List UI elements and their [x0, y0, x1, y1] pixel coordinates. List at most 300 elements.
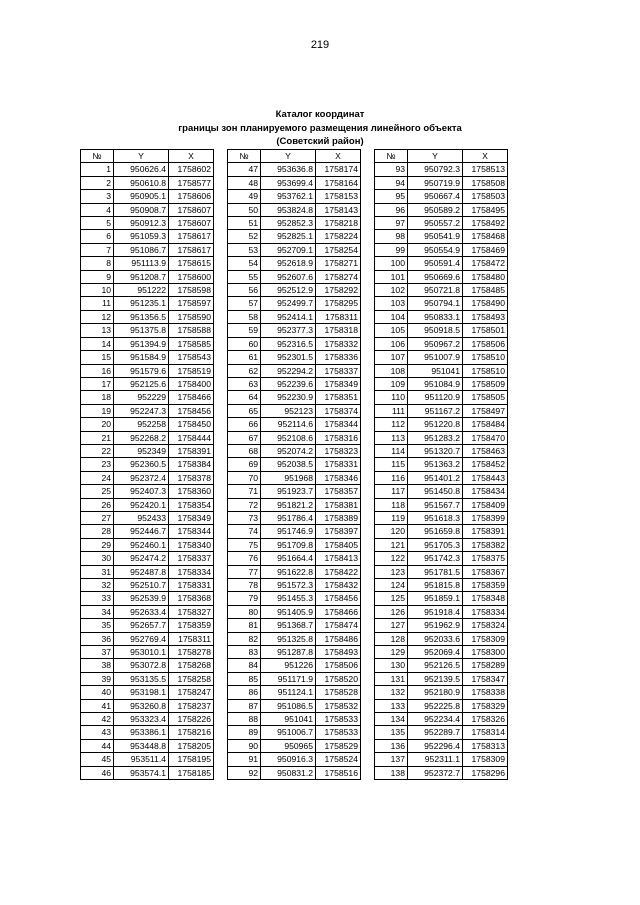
x-coordinate-cell: 1758323	[316, 444, 361, 457]
y-coordinate-cell: 952074.2	[261, 444, 316, 457]
table-row	[228, 766, 361, 779]
point-number-cell: 133	[375, 699, 408, 712]
table-row	[375, 672, 508, 685]
table-row	[228, 163, 361, 176]
table-row	[375, 619, 508, 632]
y-coordinate-cell: 951918.4	[408, 605, 463, 618]
y-coordinate-cell: 951375.8	[114, 324, 169, 337]
x-coordinate-cell: 1758520	[316, 672, 361, 685]
y-coordinate-cell: 952289.7	[408, 726, 463, 739]
y-coordinate-cell: 953636.8	[261, 163, 316, 176]
y-coordinate-cell: 950794.1	[408, 297, 463, 310]
y-coordinate-cell: 952180.9	[408, 686, 463, 699]
x-coordinate-cell: 1758331	[169, 579, 214, 592]
y-coordinate-cell: 953386.1	[114, 726, 169, 739]
y-coordinate-cell: 951821.2	[261, 498, 316, 511]
table-row	[228, 351, 361, 364]
y-coordinate-cell: 951283.2	[408, 431, 463, 444]
x-coordinate-cell: 1758506	[463, 337, 508, 350]
table-row	[228, 632, 361, 645]
y-coordinate-cell: 951086.5	[261, 699, 316, 712]
point-number-cell: 46	[81, 766, 114, 779]
y-coordinate-cell: 951007.9	[408, 351, 463, 364]
x-coordinate-cell: 1758185	[169, 766, 214, 779]
header-number: №	[375, 150, 408, 163]
x-coordinate-cell: 1758466	[169, 391, 214, 404]
x-coordinate-cell: 1758309	[463, 632, 508, 645]
y-coordinate-cell: 952316.5	[261, 337, 316, 350]
y-coordinate-cell: 951124.1	[261, 686, 316, 699]
point-number-cell: 41	[81, 699, 114, 712]
table-row	[81, 190, 214, 203]
table-row	[81, 270, 214, 283]
table-row	[228, 699, 361, 712]
point-number-cell: 9	[81, 270, 114, 283]
y-coordinate-cell: 951968	[261, 471, 316, 484]
table-row	[375, 659, 508, 672]
x-coordinate-cell: 1758311	[316, 310, 361, 323]
y-coordinate-cell: 951113.9	[114, 257, 169, 270]
x-coordinate-cell: 1758452	[463, 458, 508, 471]
y-coordinate-cell: 953574.1	[114, 766, 169, 779]
point-number-cell: 6	[81, 230, 114, 243]
x-coordinate-cell: 1758470	[463, 431, 508, 444]
header-number: №	[228, 150, 261, 163]
x-coordinate-cell: 1758237	[169, 699, 214, 712]
point-number-cell: 72	[228, 498, 261, 511]
point-number-cell: 85	[228, 672, 261, 685]
x-coordinate-cell: 1758485	[463, 284, 508, 297]
y-coordinate-cell: 952414.1	[261, 310, 316, 323]
point-number-cell: 49	[228, 190, 261, 203]
x-coordinate-cell: 1758224	[316, 230, 361, 243]
point-number-cell: 138	[375, 766, 408, 779]
table-row	[375, 471, 508, 484]
point-number-cell: 128	[375, 632, 408, 645]
x-coordinate-cell: 1758510	[463, 351, 508, 364]
point-number-cell: 4	[81, 203, 114, 216]
y-coordinate-cell: 953323.4	[114, 713, 169, 726]
point-number-cell: 63	[228, 377, 261, 390]
x-coordinate-cell: 1758389	[316, 511, 361, 524]
point-number-cell: 78	[228, 579, 261, 592]
table-row	[81, 444, 214, 457]
y-coordinate-cell: 951455.3	[261, 592, 316, 605]
table-row	[228, 190, 361, 203]
table-row	[228, 243, 361, 256]
y-coordinate-cell: 952038.5	[261, 458, 316, 471]
table-row	[228, 230, 361, 243]
x-coordinate-cell: 1758468	[463, 230, 508, 243]
x-coordinate-cell: 1758340	[169, 538, 214, 551]
table-row	[81, 458, 214, 471]
point-number-cell: 81	[228, 619, 261, 632]
x-coordinate-cell: 1758509	[463, 377, 508, 390]
x-coordinate-cell: 1758513	[463, 163, 508, 176]
x-coordinate-cell: 1758354	[169, 498, 214, 511]
y-coordinate-cell: 951786.4	[261, 511, 316, 524]
table-row	[375, 391, 508, 404]
x-coordinate-cell: 1758456	[169, 404, 214, 417]
x-coordinate-cell: 1758218	[316, 217, 361, 230]
table-row	[81, 230, 214, 243]
y-coordinate-cell: 952852.3	[261, 217, 316, 230]
point-number-cell: 20	[81, 418, 114, 431]
y-coordinate-cell: 952499.7	[261, 297, 316, 310]
point-number-cell: 34	[81, 605, 114, 618]
table-row	[375, 485, 508, 498]
y-coordinate-cell: 951618.3	[408, 511, 463, 524]
y-coordinate-cell: 952539.9	[114, 592, 169, 605]
x-coordinate-cell: 1758311	[169, 632, 214, 645]
point-number-cell: 54	[228, 257, 261, 270]
y-coordinate-cell: 952268.2	[114, 431, 169, 444]
x-coordinate-cell: 1758346	[316, 471, 361, 484]
x-coordinate-cell: 1758174	[316, 163, 361, 176]
table-row	[81, 203, 214, 216]
coordinate-table-1	[80, 149, 214, 780]
x-coordinate-cell: 1758598	[169, 284, 214, 297]
table-row	[228, 565, 361, 578]
x-coordinate-cell: 1758444	[169, 431, 214, 444]
x-coordinate-cell: 1758271	[316, 257, 361, 270]
y-coordinate-cell: 952234.4	[408, 713, 463, 726]
table-row	[81, 632, 214, 645]
table-row	[375, 310, 508, 323]
y-coordinate-cell: 952239.6	[261, 377, 316, 390]
table-row	[81, 766, 214, 779]
coordinate-table-3	[374, 149, 508, 780]
x-coordinate-cell: 1758367	[463, 565, 508, 578]
point-number-cell: 131	[375, 672, 408, 685]
y-coordinate-cell: 950918.5	[408, 324, 463, 337]
point-number-cell: 22	[81, 444, 114, 457]
y-coordinate-cell: 952125.6	[114, 377, 169, 390]
y-coordinate-cell: 950541.9	[408, 230, 463, 243]
table-row	[81, 753, 214, 766]
point-number-cell: 16	[81, 364, 114, 377]
x-coordinate-cell: 1758357	[316, 485, 361, 498]
point-number-cell: 79	[228, 592, 261, 605]
y-coordinate-cell: 950908.7	[114, 203, 169, 216]
y-coordinate-cell: 952769.4	[114, 632, 169, 645]
x-coordinate-cell: 1758466	[316, 605, 361, 618]
point-number-cell: 45	[81, 753, 114, 766]
table-row	[228, 471, 361, 484]
table-row	[375, 511, 508, 524]
x-coordinate-cell: 1758278	[169, 646, 214, 659]
point-number-cell: 40	[81, 686, 114, 699]
table-row	[228, 498, 361, 511]
y-coordinate-cell: 953260.8	[114, 699, 169, 712]
table-header-row	[81, 150, 214, 163]
table-row	[228, 391, 361, 404]
table-row	[375, 377, 508, 390]
point-number-cell: 96	[375, 203, 408, 216]
y-coordinate-cell: 952229	[114, 391, 169, 404]
table-row	[228, 203, 361, 216]
header-y: Y	[261, 150, 316, 163]
x-coordinate-cell: 1758360	[169, 485, 214, 498]
point-number-cell: 137	[375, 753, 408, 766]
point-number-cell: 97	[375, 217, 408, 230]
table-row	[81, 364, 214, 377]
title-line-2: границы зон планируемого размещения линейного объекта	[178, 122, 462, 134]
point-number-cell: 124	[375, 579, 408, 592]
point-number-cell: 18	[81, 391, 114, 404]
table-row	[81, 217, 214, 230]
y-coordinate-cell: 952301.5	[261, 351, 316, 364]
y-coordinate-cell: 950792.3	[408, 163, 463, 176]
x-coordinate-cell: 1758332	[316, 337, 361, 350]
y-coordinate-cell: 950965	[261, 739, 316, 752]
table-row	[81, 163, 214, 176]
point-number-cell: 17	[81, 377, 114, 390]
table-row	[81, 418, 214, 431]
table-row	[228, 672, 361, 685]
point-number-cell: 87	[228, 699, 261, 712]
x-coordinate-cell: 1758506	[316, 659, 361, 672]
x-coordinate-cell: 1758577	[169, 176, 214, 189]
header-y: Y	[408, 150, 463, 163]
header-x: X	[316, 150, 361, 163]
table-row	[228, 713, 361, 726]
x-coordinate-cell: 1758456	[316, 592, 361, 605]
y-coordinate-cell: 951622.8	[261, 565, 316, 578]
point-number-cell: 28	[81, 525, 114, 538]
point-number-cell: 69	[228, 458, 261, 471]
point-number-cell: 76	[228, 552, 261, 565]
point-number-cell: 27	[81, 511, 114, 524]
table-row	[375, 163, 508, 176]
point-number-cell: 104	[375, 310, 408, 323]
table-row	[81, 605, 214, 618]
x-coordinate-cell: 1758397	[316, 525, 361, 538]
coordinate-table-2	[227, 149, 361, 780]
y-coordinate-cell: 952294.2	[261, 364, 316, 377]
y-coordinate-cell: 950905.1	[114, 190, 169, 203]
x-coordinate-cell: 1758450	[169, 418, 214, 431]
table-row	[375, 699, 508, 712]
title-line-1: Каталог координат	[275, 109, 365, 120]
point-number-cell: 116	[375, 471, 408, 484]
point-number-cell: 50	[228, 203, 261, 216]
table-row	[375, 230, 508, 243]
x-coordinate-cell: 1758205	[169, 739, 214, 752]
point-number-cell: 106	[375, 337, 408, 350]
y-coordinate-cell: 951567.7	[408, 498, 463, 511]
x-coordinate-cell: 1758254	[316, 243, 361, 256]
x-coordinate-cell: 1758503	[463, 190, 508, 203]
table-row	[228, 444, 361, 457]
y-coordinate-cell: 952487.8	[114, 565, 169, 578]
x-coordinate-cell: 1758349	[169, 511, 214, 524]
table-row	[375, 203, 508, 216]
table-row	[81, 646, 214, 659]
x-coordinate-cell: 1758469	[463, 243, 508, 256]
point-number-cell: 120	[375, 525, 408, 538]
x-coordinate-cell: 1758474	[316, 619, 361, 632]
table-row	[81, 485, 214, 498]
y-coordinate-cell: 952709.1	[261, 243, 316, 256]
y-coordinate-cell: 950557.2	[408, 217, 463, 230]
x-coordinate-cell: 1758337	[169, 552, 214, 565]
x-coordinate-cell: 1758497	[463, 404, 508, 417]
x-coordinate-cell: 1758484	[463, 418, 508, 431]
point-number-cell: 123	[375, 565, 408, 578]
table-row	[375, 444, 508, 457]
point-number-cell: 71	[228, 485, 261, 498]
y-coordinate-cell: 952311.1	[408, 753, 463, 766]
table-row	[228, 485, 361, 498]
x-coordinate-cell: 1758309	[463, 753, 508, 766]
point-number-cell: 57	[228, 297, 261, 310]
point-number-cell: 121	[375, 538, 408, 551]
point-number-cell: 127	[375, 619, 408, 632]
point-number-cell: 115	[375, 458, 408, 471]
x-coordinate-cell: 1758329	[463, 699, 508, 712]
table-row	[81, 471, 214, 484]
table-header-row	[375, 150, 508, 163]
y-coordinate-cell: 951579.6	[114, 364, 169, 377]
y-coordinate-cell: 951781.5	[408, 565, 463, 578]
point-number-cell: 25	[81, 485, 114, 498]
y-coordinate-cell: 951659.8	[408, 525, 463, 538]
x-coordinate-cell: 1758492	[463, 217, 508, 230]
point-number-cell: 102	[375, 284, 408, 297]
table-row	[81, 176, 214, 189]
table-row	[81, 619, 214, 632]
y-coordinate-cell: 952349	[114, 444, 169, 457]
point-number-cell: 134	[375, 713, 408, 726]
y-coordinate-cell: 950667.4	[408, 190, 463, 203]
table-row	[228, 605, 361, 618]
point-number-cell: 101	[375, 270, 408, 283]
x-coordinate-cell: 1758588	[169, 324, 214, 337]
point-number-cell: 86	[228, 686, 261, 699]
point-number-cell: 103	[375, 297, 408, 310]
point-number-cell: 109	[375, 377, 408, 390]
y-coordinate-cell: 951962.9	[408, 619, 463, 632]
table-row	[375, 284, 508, 297]
y-coordinate-cell: 952230.9	[261, 391, 316, 404]
point-number-cell: 92	[228, 766, 261, 779]
point-number-cell: 64	[228, 391, 261, 404]
point-number-cell: 42	[81, 713, 114, 726]
x-coordinate-cell: 1758292	[316, 284, 361, 297]
point-number-cell: 44	[81, 739, 114, 752]
table-row	[375, 257, 508, 270]
x-coordinate-cell: 1758313	[463, 739, 508, 752]
x-coordinate-cell: 1758374	[316, 404, 361, 417]
y-coordinate-cell: 951709.8	[261, 538, 316, 551]
table-row	[81, 672, 214, 685]
header-x: X	[463, 150, 508, 163]
point-number-cell: 13	[81, 324, 114, 337]
point-number-cell: 55	[228, 270, 261, 283]
point-number-cell: 19	[81, 404, 114, 417]
x-coordinate-cell: 1758258	[169, 672, 214, 685]
point-number-cell: 136	[375, 739, 408, 752]
x-coordinate-cell: 1758508	[463, 176, 508, 189]
y-coordinate-cell: 952618.9	[261, 257, 316, 270]
x-coordinate-cell: 1758533	[316, 713, 361, 726]
table-row	[228, 753, 361, 766]
x-coordinate-cell: 1758348	[463, 592, 508, 605]
x-coordinate-cell: 1758359	[169, 619, 214, 632]
table-row	[81, 284, 214, 297]
table-row	[81, 525, 214, 538]
table-row	[375, 351, 508, 364]
table-row	[228, 619, 361, 632]
x-coordinate-cell: 1758505	[463, 391, 508, 404]
table-row	[375, 739, 508, 752]
point-number-cell: 99	[375, 243, 408, 256]
y-coordinate-cell: 951226	[261, 659, 316, 672]
x-coordinate-cell: 1758617	[169, 230, 214, 243]
x-coordinate-cell: 1758391	[169, 444, 214, 457]
x-coordinate-cell: 1758443	[463, 471, 508, 484]
table-row	[228, 538, 361, 551]
x-coordinate-cell: 1758422	[316, 565, 361, 578]
point-number-cell: 125	[375, 592, 408, 605]
y-coordinate-cell: 953824.8	[261, 203, 316, 216]
table-row	[228, 284, 361, 297]
x-coordinate-cell: 1758314	[463, 726, 508, 739]
point-number-cell: 84	[228, 659, 261, 672]
y-coordinate-cell: 952377.3	[261, 324, 316, 337]
y-coordinate-cell: 953072.8	[114, 659, 169, 672]
table-row	[81, 337, 214, 350]
point-number-cell: 77	[228, 565, 261, 578]
y-coordinate-cell: 950610.8	[114, 176, 169, 189]
page-number: 219	[310, 39, 330, 51]
point-number-cell: 32	[81, 579, 114, 592]
y-coordinate-cell: 952407.3	[114, 485, 169, 498]
y-coordinate-cell: 951167.2	[408, 404, 463, 417]
y-coordinate-cell: 951705.3	[408, 538, 463, 551]
point-number-cell: 37	[81, 646, 114, 659]
x-coordinate-cell: 1758324	[463, 619, 508, 632]
header-y: Y	[114, 150, 169, 163]
x-coordinate-cell: 1758382	[463, 538, 508, 551]
table-row	[375, 592, 508, 605]
point-number-cell: 29	[81, 538, 114, 551]
table-row	[228, 297, 361, 310]
y-coordinate-cell: 952108.6	[261, 431, 316, 444]
table-row	[81, 257, 214, 270]
table-row	[81, 391, 214, 404]
x-coordinate-cell: 1758532	[316, 699, 361, 712]
x-coordinate-cell: 1758493	[463, 310, 508, 323]
x-coordinate-cell: 1758543	[169, 351, 214, 364]
point-number-cell: 14	[81, 337, 114, 350]
y-coordinate-cell: 950719.9	[408, 176, 463, 189]
point-number-cell: 48	[228, 176, 261, 189]
x-coordinate-cell: 1758378	[169, 471, 214, 484]
table-row	[81, 324, 214, 337]
x-coordinate-cell: 1758524	[316, 753, 361, 766]
table-row	[81, 592, 214, 605]
table-row	[375, 498, 508, 511]
table-header-row	[228, 150, 361, 163]
x-coordinate-cell: 1758351	[316, 391, 361, 404]
point-number-cell: 10	[81, 284, 114, 297]
table-row	[375, 270, 508, 283]
y-coordinate-cell: 952033.6	[408, 632, 463, 645]
table-row	[228, 404, 361, 417]
table-row	[228, 592, 361, 605]
